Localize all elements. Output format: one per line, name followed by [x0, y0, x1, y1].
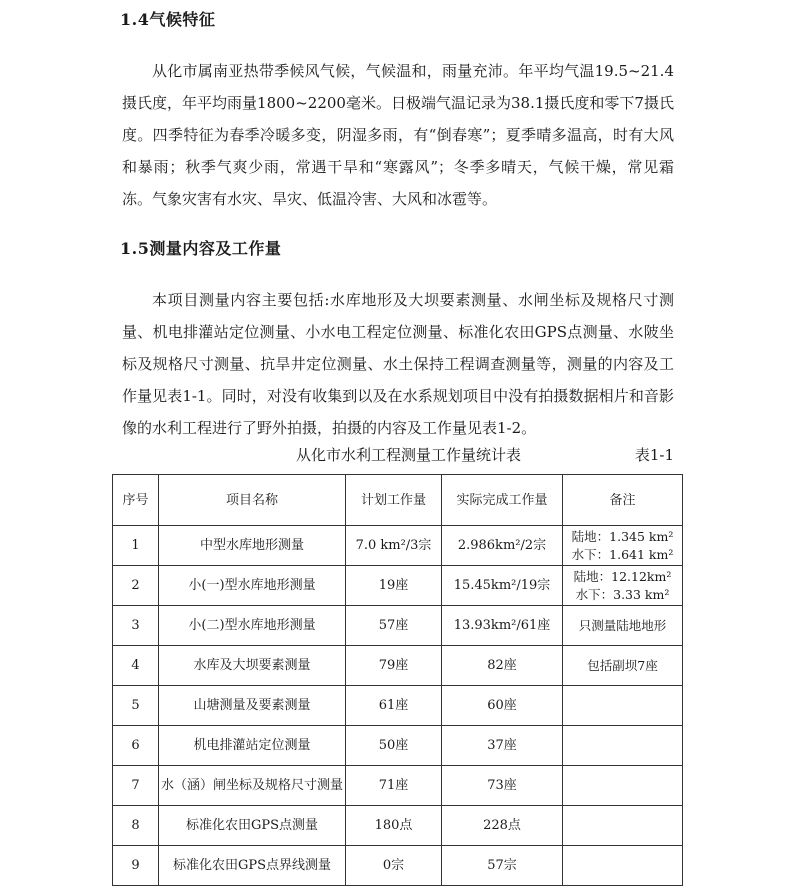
cell-note: [563, 806, 683, 846]
note-line: 陆地：12.12km²: [573, 568, 672, 584]
cell-note: [563, 726, 683, 766]
header-no: 序号: [113, 475, 159, 526]
cell-no: 9: [113, 846, 159, 886]
table-header-row: [113, 475, 683, 526]
table-row: [113, 606, 683, 646]
cell-plan: 180点: [346, 806, 442, 846]
header-plan: 计划工作量: [346, 475, 442, 526]
cell-name: 山塘测量及要素测量: [159, 686, 346, 726]
cell-note: [563, 686, 683, 726]
cell-note: [563, 766, 683, 806]
cell-name: 中型水库地形测量: [159, 526, 346, 566]
table-row: [113, 526, 683, 566]
cell-note: [563, 606, 683, 646]
section-heading-1-5: 1.5测量内容及工作量: [120, 239, 282, 258]
section-heading-1-4: 1.4气候特征: [120, 10, 216, 29]
cell-plan: 71座: [346, 766, 442, 806]
table-caption: [112, 442, 682, 468]
cell-plan: 79座: [346, 646, 442, 686]
table-row: [113, 766, 683, 806]
cell-name: 机电排灌站定位测量: [159, 726, 346, 766]
cell-actual: 60座: [442, 686, 563, 726]
table-row: [113, 806, 683, 846]
note-line: 水下：3.33 km²: [575, 586, 670, 602]
table-title: 从化市水利工程测量工作量统计表: [296, 446, 522, 464]
cell-no: 8: [113, 806, 159, 846]
table-row: [113, 566, 683, 606]
workload-table: [112, 474, 683, 886]
cell-plan: 57座: [346, 606, 442, 646]
cell-name: 标准化农田GPS点测量: [159, 806, 346, 846]
cell-actual: 82座: [442, 646, 563, 686]
cell-actual: 73座: [442, 766, 563, 806]
note-line: 水下：1.641 km²: [571, 546, 674, 562]
cell-plan: 0宗: [346, 846, 442, 886]
header-name: 项目名称: [159, 475, 346, 526]
cell-no: 3: [113, 606, 159, 646]
header-actual: 实际完成工作量: [442, 475, 563, 526]
cell-name: 小(二)型水库地形测量: [159, 606, 346, 646]
cell-no: 4: [113, 646, 159, 686]
cell-actual: 2.986km²/2宗: [442, 526, 563, 566]
table-row: [113, 686, 683, 726]
cell-plan: 50座: [346, 726, 442, 766]
cell-actual: 13.93km²/61座: [442, 606, 563, 646]
cell-name: 标准化农田GPS点界线测量: [159, 846, 346, 886]
cell-name: 水（涵）闸坐标及规格尺寸测量: [159, 766, 346, 806]
cell-plan: 19座: [346, 566, 442, 606]
cell-name: 水库及大坝要素测量: [159, 646, 346, 686]
cell-note: [563, 646, 683, 686]
cell-actual: 228点: [442, 806, 563, 846]
cell-name: 小(一)型水库地形测量: [159, 566, 346, 606]
cell-no: 5: [113, 686, 159, 726]
note-line: 只测量陆地地形: [578, 617, 667, 633]
table-number: 表1-1: [634, 446, 674, 464]
cell-plan: 61座: [346, 686, 442, 726]
cell-note: [563, 846, 683, 886]
cell-plan: 7.0 km²/3宗: [346, 526, 442, 566]
survey-content-paragraph: 本项目测量内容主要包括:水库地形及大坝要素测量、水闸坐标及规格尺寸测量、机电排灌站定位测量、小水电工程定位测量、标准化农田GPS点测量、水陂坐标及规格尺寸测量、抗旱井定位测量、水土保持工程调查测量等，测量的内容及工作量见表1-1。同时，对没有收集到以及在水系规划项目中没有拍摄数据相片和音影像的水利工程进行了野外拍摄，拍摄的内容及工作量见表1-2。: [122, 291, 674, 437]
climate-paragraph: 从化市属南亚热带季候风气候，气候温和，雨量充沛。年平均气温19.5~21.4摄氏度，年平均雨量1800~2200毫米。日极端气温记录为38.1摄氏度和零下7摄氏度。四季特征为春季冷暖多变，阴湿多雨，有“倒春寒”；夏季晴多温高，时有大风和暴雨；秋季气爽少雨，常遇干旱和“寒露风”；冬季多晴天，气候干燥，常见霜冻。气象灾害有水灾、旱灾、低温冷害、大风和冰雹等。: [122, 62, 674, 208]
table-row: [113, 846, 683, 886]
cell-note: [563, 566, 683, 606]
note-line: 陆地：1.345 km²: [571, 528, 674, 544]
cell-no: 2: [113, 566, 159, 606]
cell-actual: 37座: [442, 726, 563, 766]
cell-actual: 15.45km²/19宗: [442, 566, 563, 606]
table-row: [113, 646, 683, 686]
header-note: 备注: [563, 475, 683, 526]
cell-no: 6: [113, 726, 159, 766]
cell-note: [563, 526, 683, 566]
cell-no: 1: [113, 526, 159, 566]
cell-actual: 57宗: [442, 846, 563, 886]
table-row: [113, 726, 683, 766]
note-line: 包括副坝7座: [587, 657, 658, 673]
cell-no: 7: [113, 766, 159, 806]
